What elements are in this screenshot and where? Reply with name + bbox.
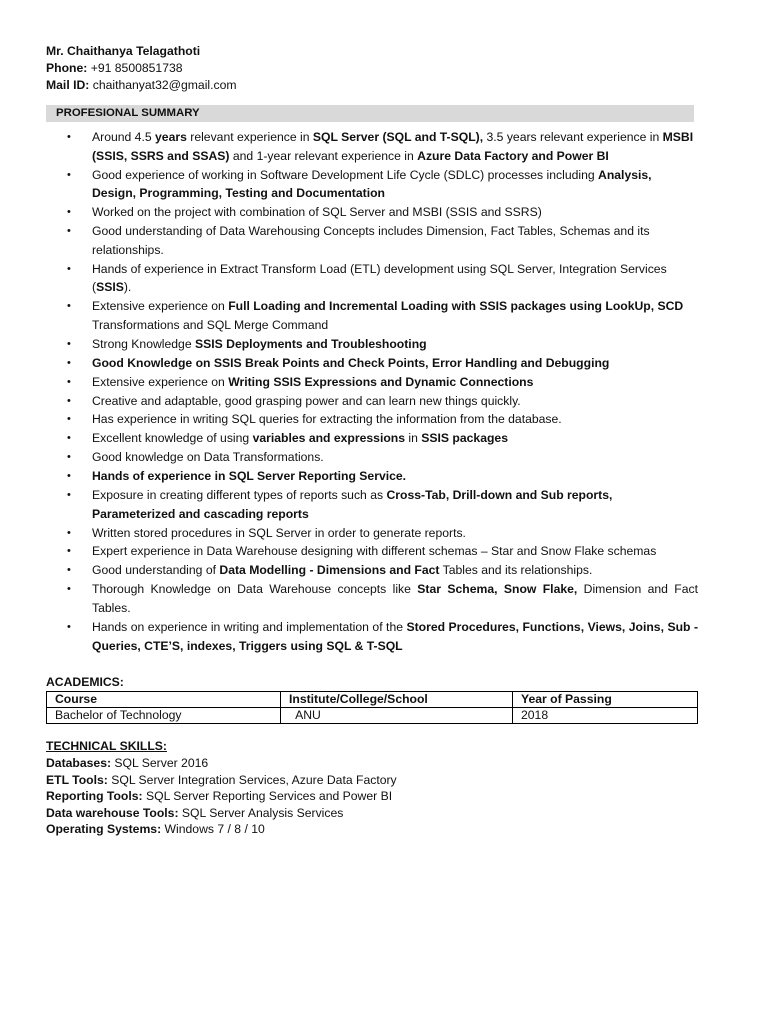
summary-text: Data Modelling - Dimensions and Fact [219,563,440,578]
list-item [46,561,698,580]
list-item [46,354,698,373]
bullet-icon: • [67,375,71,388]
bullet-icon: • [67,394,71,407]
bullet-icon: • [67,545,71,558]
skill-value: SQL Server Reporting Services and Power BI [142,789,393,804]
skill-label: Data warehouse Tools: [46,805,179,820]
list-item [46,203,698,222]
bullet-icon: • [67,206,71,219]
list-item [46,448,698,467]
mail-line [46,77,698,94]
skill-line [46,821,698,838]
summary-text: Tables and its relationships. [439,563,593,578]
bullet-icon: • [67,413,71,426]
table-row [47,708,698,724]
summary-text: Has experience in writing SQL queries for extracting the information from the database. [92,412,562,427]
summary-text: SQL Server (SQL and T-SQL), [312,130,484,144]
bullet-icon: • [67,451,71,464]
summary-text: Dimension and Fact Tables. [92,582,699,615]
summary-list [46,128,698,655]
list-item [46,260,698,297]
summary-text: Thorough Knowledge on Data Warehouse concepts like [92,582,418,597]
summary-text: Good experience of working in Software Development Life Cycle (SDLC) processes including [92,167,599,182]
table-cell-course: Bachelor of Technology [47,708,281,724]
summary-text: SSIS Deployments and Troubleshooting [195,336,427,351]
skill-line [46,788,698,805]
phone-label: Phone: [46,61,88,75]
summary-text: Cross-Tab, Drill-down and Sub reports, Parameterized and cascading reports [92,487,613,521]
bullet-icon: • [67,262,71,275]
list-item [46,222,698,259]
summary-text: Excellent knowledge of using [92,431,253,446]
skill-label: Databases: [46,756,112,771]
summary-text: Azure Data Factory and Power BI [417,148,609,163]
technical-skills-heading: TECHNICAL SKILLS: [46,739,167,754]
list-item [46,373,698,392]
list-item [46,410,698,429]
list-item [46,524,698,543]
summary-text: Writing SSIS Expressions and Dynamic Connections [228,374,534,389]
summary-text: Extensive experience on [92,299,229,314]
table-cell-institute: ANU [281,708,513,724]
summary-text: Expert experience in Data Warehouse designing with different schemas – Star and Snow Flake schemas [92,544,657,559]
summary-text: Around 4.5 [92,130,156,144]
bullet-icon: • [67,583,71,596]
bullet-icon: • [67,564,71,577]
summary-heading: PROFESIONAL SUMMARY [46,105,694,122]
skill-value: Windows 7 / 8 / 10 [161,822,265,837]
bullet-icon: • [67,620,71,633]
skill-value: SQL Server Integration Services, Azure Data Factory [107,772,397,787]
bullet-icon: • [67,300,71,313]
summary-text: and 1-year relevant experience in [229,148,418,163]
summary-text: variables and expressions [252,431,405,446]
summary-text: Worked on the project with combination of SQL Server and MSBI (SSIS and SSRS) [92,205,542,220]
bullet-icon: • [67,337,71,350]
skill-label: Reporting Tools: [46,789,143,804]
summary-text: Hands on experience in writing and implementation of the [92,619,407,634]
summary-text: Stored Procedures, Functions, Views, Joins, Sub - Queries, CTE’S, indexes, Triggers using SQL & T-SQL [92,619,698,653]
skill-line [46,772,698,789]
summary-text: ). [123,280,132,295]
table-header-institute: Institute/College/School [281,692,513,708]
skill-label: Operating Systems: [46,822,162,837]
skill-value: SQL Server 2016 [111,756,209,771]
list-item [46,618,698,655]
summary-text: Hands of experience in Extract Transform Load (ETL) development using SQL Server, Integration Services ( [92,261,667,295]
summary-text: Full Loading and Incremental Loading with SSIS packages using LookUp, SCD [228,299,684,314]
skill-value: SQL Server Analysis Services [178,805,344,820]
resume-page [46,43,698,838]
summary-text: relevant experience in [186,130,313,144]
summary-text: Exposure in creating different types of reports such as [92,487,387,502]
phone-line [46,60,698,77]
summary-text: Transformations and SQL Merge Command [92,317,329,332]
summary-text: 3.5 years relevant experience in [483,130,663,144]
mail-label: Mail ID: [46,78,90,92]
summary-text: Strong Knowledge [92,336,195,351]
bullet-icon: • [67,432,71,445]
summary-text: Good understanding of Data Warehousing Concepts includes Dimension, Fact Tables, Schemas and its relationships. [92,224,650,257]
table-header-year: Year of Passing [513,692,698,708]
list-item [46,297,698,334]
summary-text: Analysis, Design, Programming, Testing and Documentation [92,167,652,201]
summary-text: years [155,130,187,144]
bullet-icon: • [67,356,71,369]
technical-skills-list [46,755,698,838]
list-item [46,166,698,203]
bullet-icon: • [67,488,71,501]
list-item [46,335,698,354]
summary-text: Star Schema, Snow Flake, [417,582,578,597]
list-item [46,392,698,411]
summary-text: Good knowledge on Data Transformations. [92,450,324,465]
summary-text: Creative and adaptable, good grasping power and can learn new things quickly. [92,393,521,408]
table-header-row [47,692,698,708]
mail-value: chaithanyat32@gmail.com [92,78,237,92]
list-item [46,128,698,165]
skill-label: ETL Tools: [46,772,108,787]
table-header-course: Course [47,692,281,708]
summary-text: Hands of experience in SQL Server Reporting Service. [92,469,407,484]
bullet-icon: • [67,131,71,143]
summary-text: Good Knowledge on SSIS Break Points and Check Points, Error Handling and Debugging [92,355,610,370]
summary-text: Extensive experience on [92,374,229,389]
summary-text: Written stored procedures in SQL Server in order to generate reports. [92,525,466,540]
academics-table [46,691,698,724]
summary-text: MSBI (SSIS, SSRS and SSAS) [92,130,694,163]
academics-heading: ACADEMICS: [46,675,124,690]
table-cell-year: 2018 [513,708,698,724]
list-item [46,542,698,561]
skill-line [46,755,698,772]
skill-line [46,805,698,822]
bullet-icon: • [67,225,71,238]
bullet-icon: • [67,526,71,539]
list-item [46,467,698,486]
phone-value: +91 8500851738 [90,61,183,75]
list-item [46,580,698,617]
list-item [46,429,698,448]
bullet-icon: • [67,470,71,483]
summary-text: SSIS [96,280,124,295]
summary-text: Good understanding of [92,563,220,578]
list-item [46,486,698,523]
bullet-icon: • [67,168,71,181]
candidate-name: Mr. Chaithanya Telagathoti [46,44,201,58]
summary-text: SSIS packages [421,431,508,446]
summary-text: in [405,431,422,446]
